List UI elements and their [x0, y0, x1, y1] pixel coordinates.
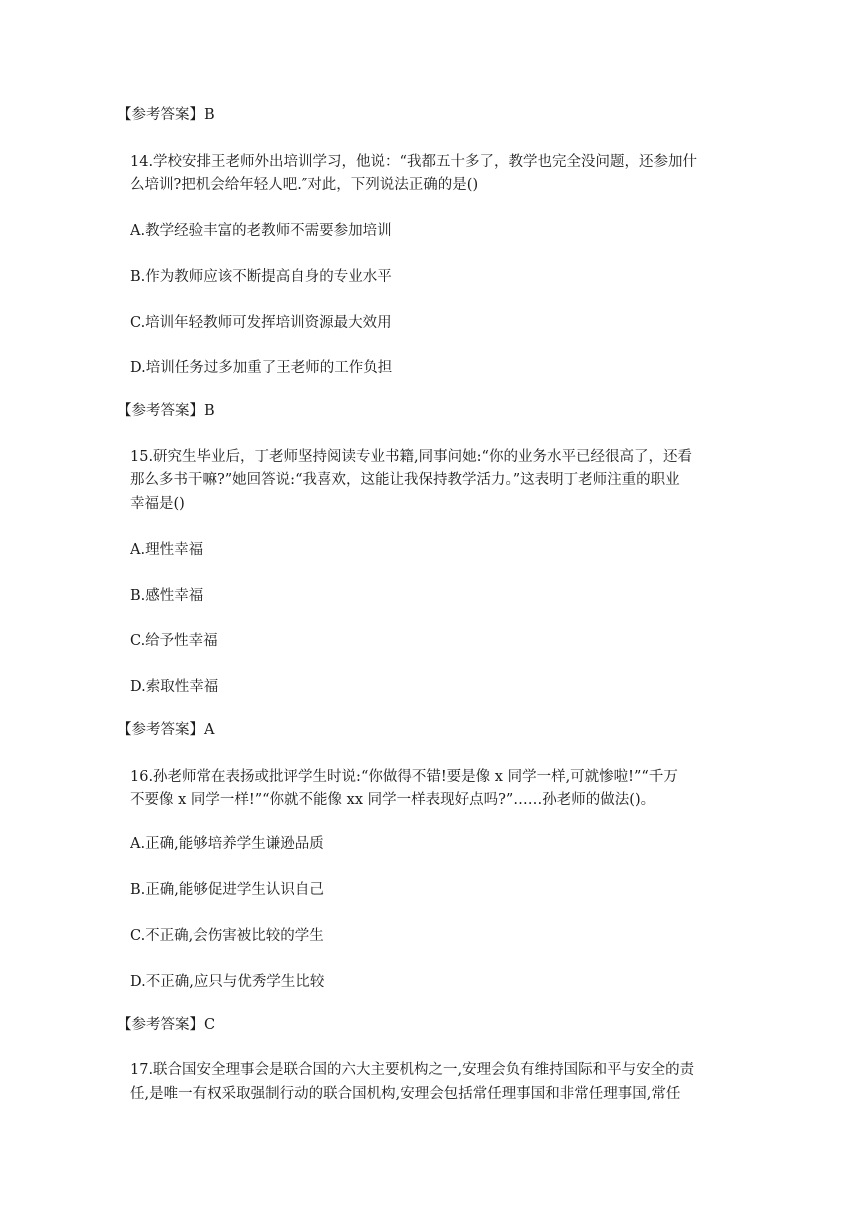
question-16-line-2: 不要像 x 同学一样!”“你就不能像 xx 同学一样表现好点吗?”……孙老师的做法()。 — [130, 792, 656, 808]
answer-13: 【参考答案】B — [117, 107, 215, 123]
question-15-option-d: D.索取性幸福 — [130, 679, 219, 695]
question-14-option-d: D.培训任务过多加重了王老师的工作负担 — [130, 360, 393, 376]
question-14-line-2: 么培训?把机会给年轻人吧.″对此，下列说法正确的是() — [130, 177, 479, 193]
question-15-line-3: 幸福是() — [130, 496, 185, 512]
question-16-option-b: B.正确,能够促进学生认识自己 — [130, 882, 324, 898]
question-15-line-1: 15.研究生毕业后，丁老师坚持阅读专业书籍,同事问她:“你的业务水平已经很高了，还看 — [130, 449, 692, 465]
question-16-option-d: D.不正确,应只与优秀学生比较 — [130, 974, 325, 990]
question-16-option-a: A.正确,能够培养学生谦逊品质 — [130, 836, 324, 852]
answer-15: 【参考答案】A — [117, 722, 215, 738]
question-15-option-c: C.给予性幸福 — [130, 633, 218, 649]
answer-14: 【参考答案】B — [117, 403, 215, 419]
question-15-option-a: A.理性幸福 — [130, 542, 204, 558]
question-14-option-b: B.作为教师应该不断提高自身的专业水平 — [130, 269, 392, 285]
question-17-line-1: 17.联合国安全理事会是联合国的六大主要机构之一,安理会负有维持国际和平与安全的责 — [130, 1062, 695, 1078]
answer-16: 【参考答案】C — [117, 1017, 216, 1033]
question-16-line-1: 16.孙老师常在表扬或批评学生时说:“你做得不错!要是像 x 同学一样,可就惨啦!”“千万 — [130, 769, 678, 785]
question-16-option-c: C.不正确,会伤害被比较的学生 — [130, 928, 324, 944]
question-14-option-a: A.教学经验丰富的老教师不需要参加培训 — [130, 223, 392, 239]
question-14-option-c: C.培训年轻教师可发挥培训资源最大效用 — [130, 315, 392, 331]
question-14-line-1: 14.学校安排王老师外出培训学习，他说：“我都五十多了，教学也完全没问题，还参加什 — [130, 154, 697, 170]
question-17-line-2: 任,是唯一有权采取强制行动的联合国机构,安理会包括常任理事国和非常任理事国,常任 — [130, 1086, 681, 1102]
question-15-option-b: B.感性幸福 — [130, 588, 204, 604]
question-15-line-2: 那么多书干嘛?”她回答说:“我喜欢，这能让我保持教学活力。”这表明丁老师注重的职业 — [130, 472, 680, 488]
